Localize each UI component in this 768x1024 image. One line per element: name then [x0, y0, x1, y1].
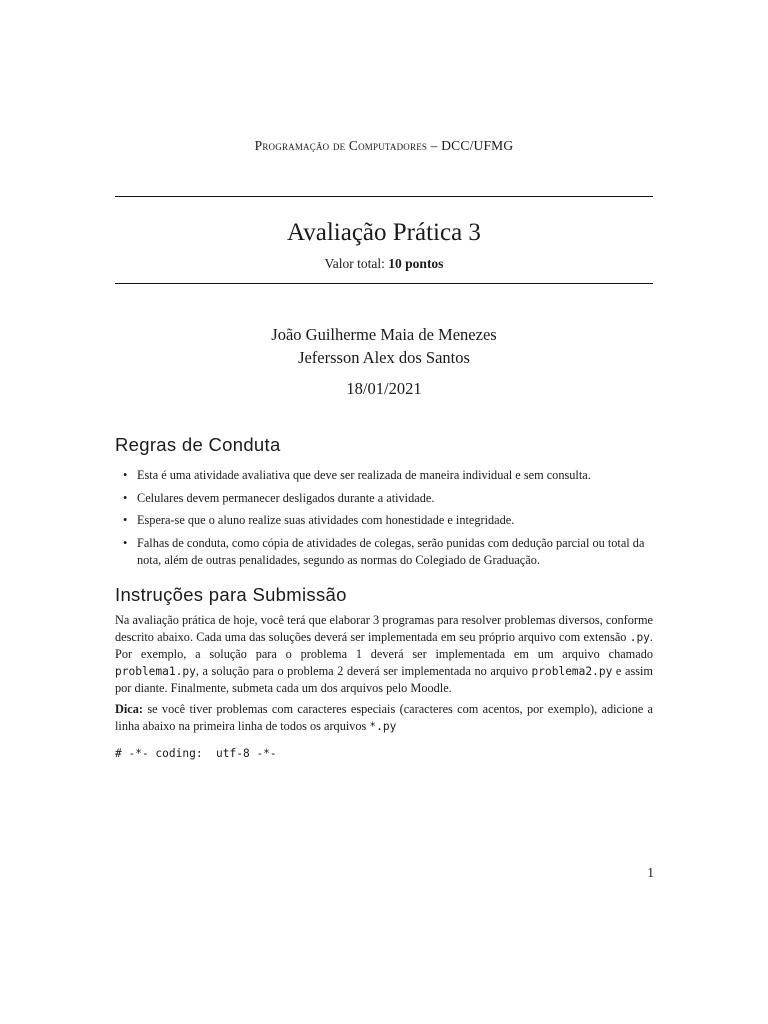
- page-number: 1: [647, 865, 654, 880]
- code-snippet: # -*- coding: utf-8 -*-: [115, 747, 277, 760]
- list-item: [115, 490, 655, 507]
- section-heading-submission: Instruções para Submissão: [115, 584, 347, 605]
- inline-code: problema2.py: [531, 665, 613, 678]
- title-rule-bottom: [115, 283, 653, 284]
- bullet-icon: •: [123, 513, 128, 527]
- bullet-icon: •: [123, 535, 128, 550]
- list-item-text: Celulares devem permanecer desligados durante a atividade.: [137, 490, 435, 505]
- paragraph-text: , a solução para o problema 2 deverá ser implementada no arquivo: [195, 664, 532, 678]
- tip-paragraph: [115, 701, 653, 735]
- list-item-text: Falhas de conduta, como cópia de atividades de colegas, serão punidas com dedução parcial ou total da nota, além de outras penalidades, segundo as normas do Colegiado de Graduação.: [137, 535, 645, 567]
- list-item: [115, 512, 655, 529]
- author-2: Jefersson Alex dos Santos: [298, 348, 470, 367]
- department-name: DCC/UFMG: [441, 138, 514, 153]
- tip-label: Dica:: [115, 702, 143, 716]
- title-rule-top: [115, 196, 653, 197]
- inline-code: problema1.py: [115, 665, 196, 678]
- author-1: João Guilherme Maia de Menezes: [271, 325, 497, 344]
- total-value-label: Valor total:: [324, 256, 385, 271]
- submission-paragraph: [115, 612, 653, 697]
- list-item-text: Espera-se que o aluno realize suas atividades com honestidade e integridade.: [137, 513, 515, 527]
- running-header: [0, 138, 768, 154]
- section-heading-conduct: Regras de Conduta: [115, 434, 281, 455]
- inline-code: *.py: [369, 720, 397, 733]
- paragraph-text: . Por exemplo, a solução para o problema 1 deverá ser implementada em um arquivo chamado: [115, 630, 653, 661]
- list-item-text: Esta é uma atividade avaliativa que deve ser realizada de maneira individual e sem consulta.: [137, 468, 591, 482]
- paragraph-text: se você tiver problemas com caracteres especiais (caracteres com acentos, por exemplo), adicione a linha abaixo na primeira linha de todos os arquivos: [115, 702, 653, 733]
- paragraph-text: e assim por diante. Finalmente, submeta cada um dos arquivos pelo Moodle.: [115, 664, 653, 695]
- conduct-rules-list: [115, 467, 655, 574]
- inline-code: .py: [629, 631, 650, 644]
- header-separator: –: [427, 138, 442, 153]
- total-value: [0, 256, 768, 272]
- document-date: 18/01/2021: [346, 379, 422, 398]
- total-value-points: 10 pontos: [388, 256, 444, 271]
- page-title: Avaliação Prática 3: [287, 219, 481, 246]
- course-name: Programação de Computadores: [254, 138, 428, 153]
- bullet-icon: •: [123, 468, 128, 482]
- list-item: [115, 535, 655, 569]
- list-item: [115, 467, 655, 484]
- paragraph-text: Na avaliação prática de hoje, você terá que elaborar 3 programas para resolver problemas diversos, conforme descrito abaixo. Cada uma das soluções deverá ser implementada em seu próprio arquivo com extensão: [115, 613, 653, 644]
- bullet-icon: •: [123, 490, 128, 505]
